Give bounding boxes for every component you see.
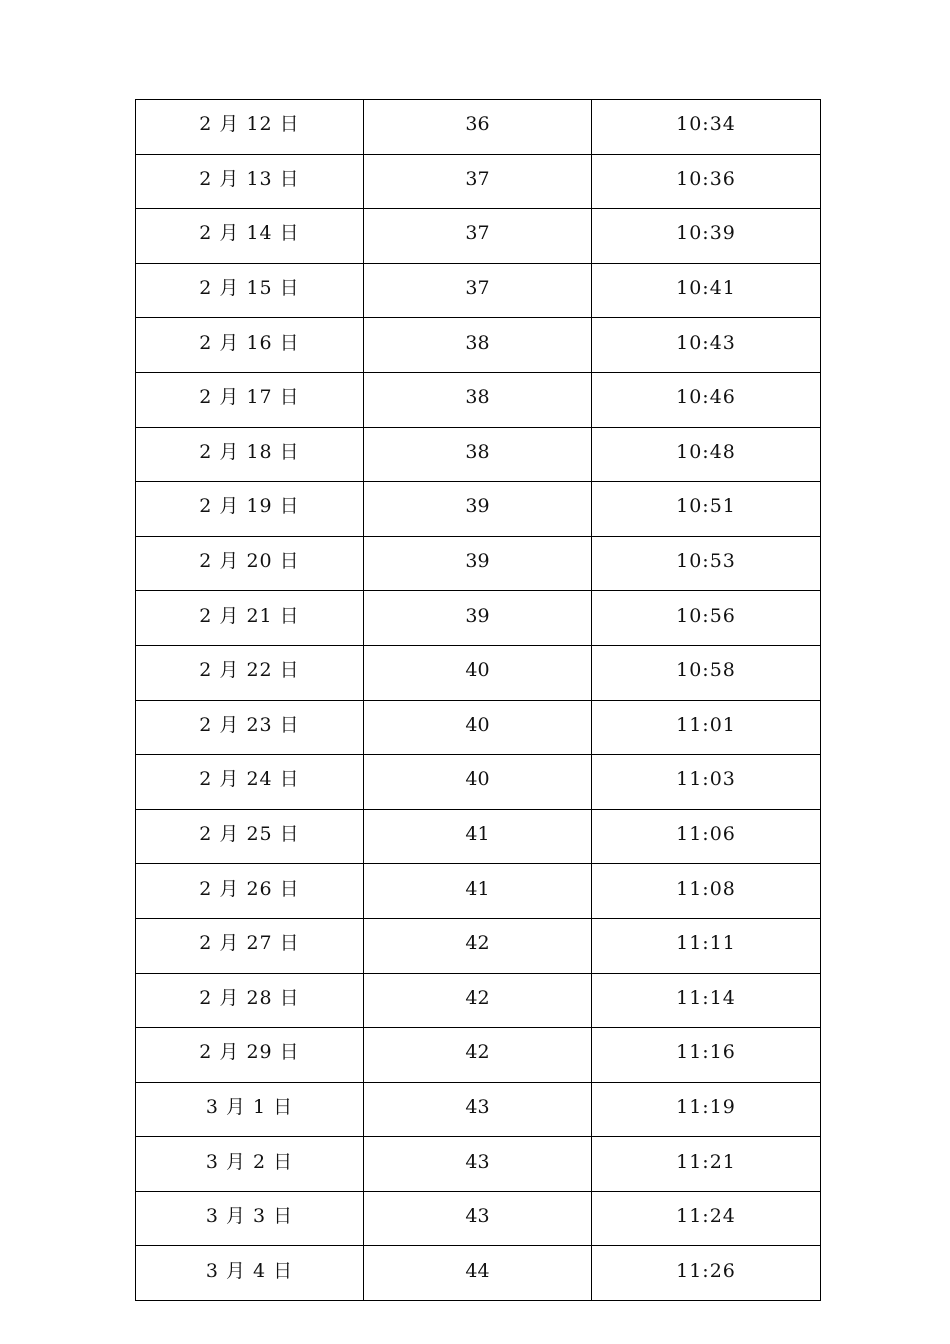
date-cell: 2 月 25 日 <box>136 809 364 864</box>
time-cell: 10:53 <box>592 536 821 591</box>
date-cell: 2 月 28 日 <box>136 973 364 1028</box>
value-cell: 39 <box>364 536 592 591</box>
document-page <box>135 99 821 1301</box>
value-cell: 41 <box>364 809 592 864</box>
time-cell: 11:16 <box>592 1028 821 1083</box>
table-row <box>136 809 821 864</box>
date-cell: 2 月 14 日 <box>136 209 364 264</box>
table-row <box>136 1082 821 1137</box>
time-cell: 10:41 <box>592 263 821 318</box>
table-row <box>136 918 821 973</box>
date-cell: 2 月 29 日 <box>136 1028 364 1083</box>
value-cell: 36 <box>364 100 592 155</box>
value-cell: 43 <box>364 1082 592 1137</box>
value-cell: 42 <box>364 918 592 973</box>
value-cell: 39 <box>364 591 592 646</box>
table-row <box>136 1137 821 1192</box>
time-cell: 10:56 <box>592 591 821 646</box>
value-cell: 40 <box>364 645 592 700</box>
date-cell: 2 月 23 日 <box>136 700 364 755</box>
time-cell: 10:43 <box>592 318 821 373</box>
value-cell: 38 <box>364 372 592 427</box>
value-cell: 42 <box>364 1028 592 1083</box>
date-cell: 2 月 27 日 <box>136 918 364 973</box>
date-cell: 3 月 2 日 <box>136 1137 364 1192</box>
date-cell: 2 月 26 日 <box>136 864 364 919</box>
date-cell: 2 月 16 日 <box>136 318 364 373</box>
time-cell: 10:58 <box>592 645 821 700</box>
time-cell: 10:34 <box>592 100 821 155</box>
value-cell: 37 <box>364 154 592 209</box>
value-cell: 43 <box>364 1191 592 1246</box>
table-row <box>136 1191 821 1246</box>
value-cell: 40 <box>364 700 592 755</box>
table-row <box>136 263 821 318</box>
date-cell: 2 月 18 日 <box>136 427 364 482</box>
time-cell: 10:39 <box>592 209 821 264</box>
date-cell: 3 月 4 日 <box>136 1246 364 1301</box>
time-cell: 11:19 <box>592 1082 821 1137</box>
table-row <box>136 1028 821 1083</box>
date-cell: 2 月 20 日 <box>136 536 364 591</box>
date-cell: 2 月 22 日 <box>136 645 364 700</box>
table-row <box>136 536 821 591</box>
time-cell: 11:26 <box>592 1246 821 1301</box>
date-cell: 2 月 13 日 <box>136 154 364 209</box>
time-cell: 11:21 <box>592 1137 821 1192</box>
time-cell: 10:48 <box>592 427 821 482</box>
table-row <box>136 864 821 919</box>
value-cell: 37 <box>364 263 592 318</box>
table-row <box>136 973 821 1028</box>
table-row <box>136 645 821 700</box>
value-cell: 38 <box>364 427 592 482</box>
time-cell: 11:11 <box>592 918 821 973</box>
date-cell: 2 月 21 日 <box>136 591 364 646</box>
time-cell: 11:24 <box>592 1191 821 1246</box>
table-row <box>136 482 821 537</box>
table-row <box>136 427 821 482</box>
value-cell: 41 <box>364 864 592 919</box>
table-row <box>136 154 821 209</box>
value-cell: 38 <box>364 318 592 373</box>
time-cell: 11:08 <box>592 864 821 919</box>
date-cell: 2 月 15 日 <box>136 263 364 318</box>
time-cell: 10:36 <box>592 154 821 209</box>
time-cell: 11:01 <box>592 700 821 755</box>
table-row <box>136 1246 821 1301</box>
value-cell: 39 <box>364 482 592 537</box>
table-row <box>136 318 821 373</box>
date-cell: 2 月 17 日 <box>136 372 364 427</box>
data-table <box>135 99 821 1301</box>
table-row <box>136 209 821 264</box>
date-cell: 3 月 1 日 <box>136 1082 364 1137</box>
table-row <box>136 700 821 755</box>
time-cell: 11:03 <box>592 755 821 810</box>
value-cell: 42 <box>364 973 592 1028</box>
time-cell: 11:06 <box>592 809 821 864</box>
value-cell: 44 <box>364 1246 592 1301</box>
value-cell: 40 <box>364 755 592 810</box>
table-row <box>136 755 821 810</box>
time-cell: 10:46 <box>592 372 821 427</box>
table-row <box>136 372 821 427</box>
date-cell: 2 月 19 日 <box>136 482 364 537</box>
date-cell: 3 月 3 日 <box>136 1191 364 1246</box>
date-cell: 2 月 24 日 <box>136 755 364 810</box>
value-cell: 37 <box>364 209 592 264</box>
table-body <box>136 100 821 1301</box>
date-cell: 2 月 12 日 <box>136 100 364 155</box>
table-row <box>136 100 821 155</box>
value-cell: 43 <box>364 1137 592 1192</box>
time-cell: 11:14 <box>592 973 821 1028</box>
table-row <box>136 591 821 646</box>
time-cell: 10:51 <box>592 482 821 537</box>
